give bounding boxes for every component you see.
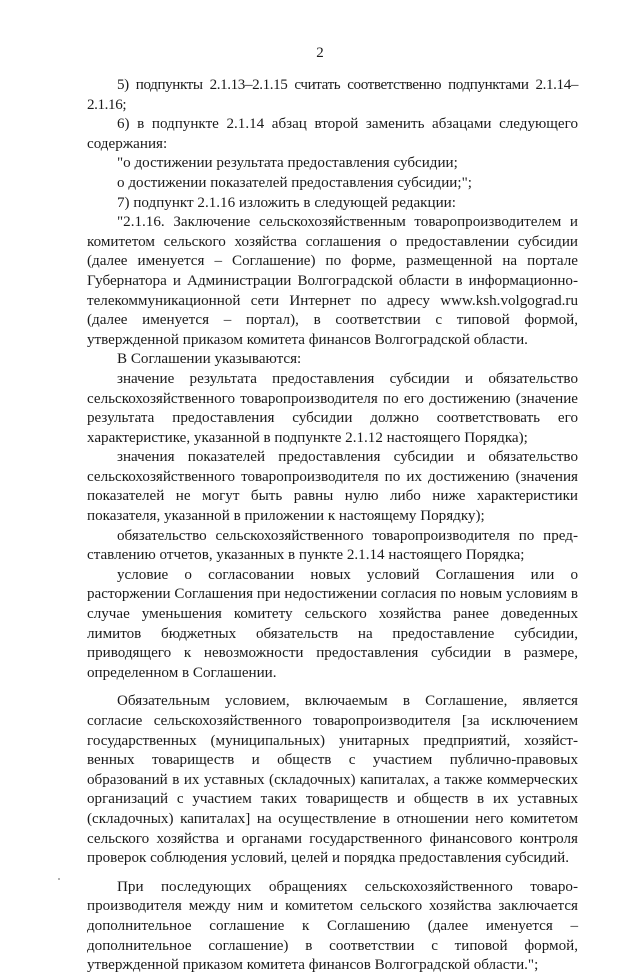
paragraph-reporting-obligation: обязательство сельскохозяйственного товаропроизводителя по представлению отчетов, указанных в пункте 2.1.14 настоящего Порядка;: [87, 527, 578, 564]
paragraph-2-1-16: "2.1.16. Заключение сельскохозяйственным товаропроизводителем и комитетом сельского хозяйства соглашения о предоставлении субсидии (далее именуется – Соглашение) по форме, размещенной на портале Губернатора и Администрации Волгоградской области в информационно-телекоммуникационной сети Интернет по адресу www.ksh.volgograd.ru (далее именуется – портал), в соответствии с типовой формой, утвержденной приказом комитета финансов Волгоградской области.: [87, 214, 578, 348]
paragraph-item-6: 6) в подпункте 2.1.14 абзац второй заменить абзацами следующего содержания:: [87, 116, 578, 152]
paragraph-mandatory-condition: Обязательным условием, включаемым в Соглашение, является согласие сельскохозяйственного товаропроизводителя [за исключением государственных (муниципальных) унитарных предприятий, хозяйственных товариществ и обществ с участием публично-правовых образований в их уставных (складочных) капиталах, а также коммерческих организаций с участием таких товариществ и обществ в их уставных (складочных) капиталах] на осуществление в отношении него комитетом сельского хозяйства и органами государственного финансового контроля проверок соблюдения условий, целей и порядка предоставления субсидий.: [87, 693, 578, 867]
paragraph-new-terms-condition: условие о согласовании новых условий Соглашения или о расторжении Соглашения при недостижении согласия по новым условиям в случае уменьшения комитету сельского хозяйства ранее доведенных лимитов бюджетных обязательств на предоставление субсидии, приводящего к невозможности предоставления субсидии в размере, определенном в Соглашении.: [87, 566, 578, 681]
paragraph-item-5: 5) подпункты 2.1.13–2.1.15 считать соответственно подпунктами 2.1.14–2.1.16;: [87, 77, 578, 113]
paragraph-result-value: значение результата предоставления субсидии и обязательство сельскохозяйственного товаропроизводителя по его достижению (значение результата предоставления субсидии должно соответствовать его характеристике, указанной в подпункте 2.1.12 настоящего Порядка);: [87, 370, 578, 446]
scan-artifact: [58, 878, 60, 880]
paragraph-quote-result: "о достижении результата предоставления субсидии;: [117, 155, 458, 172]
page-number: 2: [316, 45, 324, 61]
document-body: [87, 76, 578, 976]
paragraph-subsequent-requests: При последующих обращениях сельскохозяйственного товаропроизводителя между ним и комитетом сельского хозяйства заключается дополнительное соглашение к Соглашению (далее именуется – дополнительное соглашение) в соответствии с типовой формой, утвержденной приказом комитета финансов Волгоградской области.";: [87, 878, 578, 974]
paragraph-agreement-specifies: В Соглашении указываются:: [117, 351, 302, 368]
paragraph-indicator-values: значения показателей предоставления субсидии и обязательство сельскохозяйственного товаропроизводителя по их достижению (значения показателей не могут быть равны нулю либо ниже характеристики показателя, указанной в приложении к настоящему Порядку);: [87, 449, 578, 525]
paragraph-item-7: 7) подпункт 2.1.16 изложить в следующей редакции:: [117, 194, 456, 211]
paragraph-quote-indicators: о достижении показателей предоставления субсидии;";: [117, 174, 472, 191]
